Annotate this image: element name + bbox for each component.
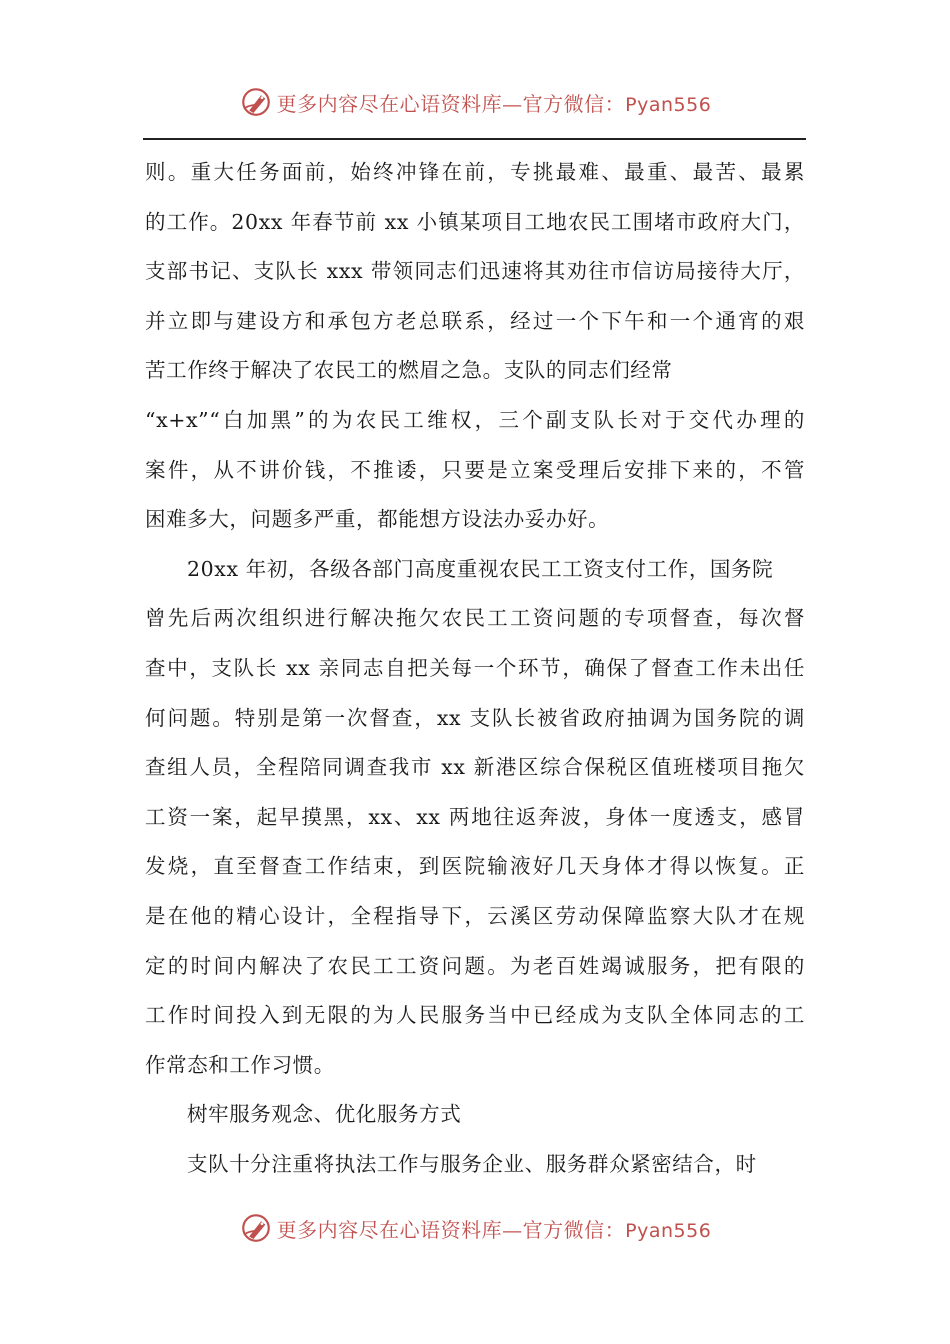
text-line: 支队十分注重将执法工作与服务企业、服务群众紧密结合，时	[187, 1151, 757, 1176]
text-line: 工作时间投入到无限的为人民服务当中已经成为支队全体同志的工	[145, 1003, 805, 1028]
footer-banner	[0, 1208, 950, 1248]
wechat-id: Pyan556	[625, 1219, 712, 1242]
text-line: “x+x”“白加黑”的为农民工维权，三个副支队长对于交代办理的	[145, 407, 805, 432]
text-line: 苦工作终于解决了农民工的燃眉之急。支队的同志们经常	[145, 358, 673, 383]
text-line: 何问题。特别是第一次督查，xx 支队长被省政府抽调为国务院的调	[145, 705, 805, 730]
text-line: 案件，从不讲价钱，不推诿，只要是立案受理后安排下来的，不管	[145, 457, 805, 482]
header-banner	[0, 82, 950, 122]
banner-text	[277, 1214, 712, 1243]
text-line: 查组人员，全程陪同调查我市 xx 新港区综合保税区值班楼项目拖欠	[145, 755, 805, 780]
text-line: 则。重大任务面前，始终冲锋在前，专挑最难、最重、最苦、最累	[145, 160, 805, 184]
text-line: 作常态和工作习惯。	[145, 1052, 335, 1077]
section-heading: 树牢服务观念、优化服务方式	[187, 1102, 462, 1127]
banner-label: 更多内容尽在心语资料库—官方微信：	[276, 1217, 626, 1242]
paragraph-1	[145, 148, 805, 545]
banner-text	[277, 88, 712, 117]
text-line: 查中，支队长 xx 亲同志自把关每一个环节，确保了督查工作未出任	[145, 655, 805, 680]
text-line: 是在他的精心设计，全程指导下，云溪区劳动保障监察大队才在规	[145, 903, 805, 928]
pen-nib-logo-icon	[239, 1211, 273, 1245]
header-divider	[143, 138, 806, 140]
text-line: 曾先后两次组织进行解决拖欠农民工工资问题的专项督查，每次督	[145, 606, 805, 631]
text-line: 的工作。20xx 年春节前 xx 小镇某项目工地农民工围堵市政府大门，	[145, 209, 805, 234]
text-line: 定的时间内解决了农民工工资问题。为老百姓竭诚服务，把有限的	[145, 953, 805, 978]
paragraph-2	[145, 545, 805, 1091]
text-line: 困难多大，问题多严重，都能想方设法办妥办好。	[145, 507, 610, 532]
text-line: 发烧，直至督查工作结束，到医院输液好几天身体才得以恢复。正	[145, 854, 805, 879]
banner-label: 更多内容尽在心语资料库—官方微信：	[276, 91, 626, 116]
wechat-id: Pyan556	[625, 93, 712, 116]
text-line: 支部书记、支队长 xxx 带领同志们迅速将其劝往市信访局接待大厅，	[145, 259, 805, 284]
document-body	[145, 148, 805, 1189]
paragraph-3	[145, 1140, 805, 1190]
text-line: 工资一案，起早摸黑，xx、xx 两地往返奔波，身体一度透支，感冒	[145, 804, 805, 829]
pen-nib-logo-icon	[239, 85, 273, 119]
text-line: 并立即与建设方和承包方老总联系，经过一个下午和一个通宵的艰	[145, 308, 805, 333]
text-line: 20xx 年初，各级各部门高度重视农民工工资支付工作，国务院	[187, 556, 774, 581]
